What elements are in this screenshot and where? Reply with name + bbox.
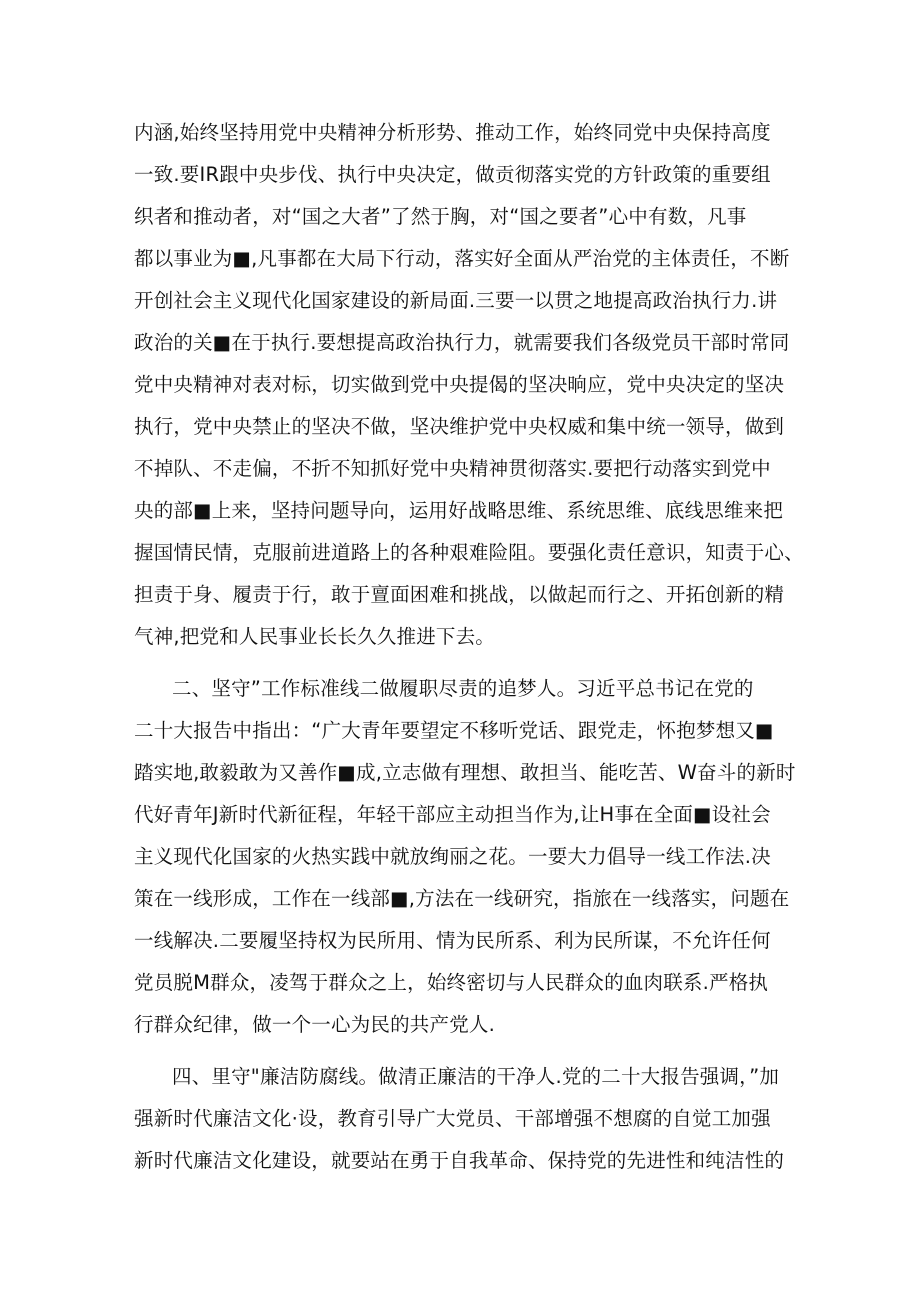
paragraph-gap [134, 658, 794, 668]
text-line: 二十大报告中指出：“广大青年要望定不移听党话、跟党走，怀抱梦想又■ [134, 719, 774, 742]
text-line: 不掉队、不走偏，不折不知抓好党中央精神贯彻落实.要把行动落实到党中 [134, 457, 771, 480]
text-line: 内涵,始终坚持用党中央精神分析形势、推动工作，始终同党中央保持高度 [134, 121, 771, 144]
text-line: 担责于身、履责于行，敢于亶面困难和挑战，以做起而行之、开拓创新的精 [134, 583, 785, 606]
text-line: 主义现代化国家的火热实践中就放绚丽之花。一要大力倡导一线工作法.决 [134, 845, 771, 868]
text-line: 踏实地,敢毅敢为又善作■成,立志做有理想、敢担当、能吃苦、W奋斗的新时 [134, 761, 796, 784]
paragraph-gap [134, 1046, 794, 1056]
text-line: 新时代廉洁文化建设，就要站在勇于自我革命、保持党的先进性和纯洁性的 [134, 1149, 785, 1172]
text-line: 党员脱M群众，凌驾于群众之上，始终密切与人民群众的血肉联系.严格执 [134, 971, 769, 994]
text-line: 强新时代廉洁文化·设，教育引导广大党员、干部增强不想腐的自觉工加强 [134, 1107, 771, 1130]
text-line: 织者和推动者，对“国之大者”了然于胸，对“国之要者”心中有数，凡事 [134, 205, 747, 228]
document-body [134, 112, 804, 1182]
text-line: 央的部■上来，坚持问题导向，运用好战略思维、系统思维、底线思维来把 [134, 499, 784, 522]
text-line: 开创社会主义现代化国家建设的新局面.三要一以贯之地提高政治执行力.讲 [134, 289, 778, 312]
text-line: 代好青年J新时代新征程，年轻干部应主动担当作为,让H事在全面■设社会 [134, 803, 771, 826]
text-line: 党中央精神对表对标，切实做到党中央提偈的坚决晌应，党中央决定的坚决 [134, 373, 785, 396]
paragraph-integrity [134, 1056, 794, 1182]
text-line: 行群众纪律，做一个一心为民的共产党人. [134, 1013, 495, 1036]
paragraph-work-standard [134, 668, 794, 1046]
text-line: 政治的关■在于执行.要想提高政治执行力，就需要我们各级党员干部时常同 [134, 331, 790, 354]
text-line: 一线解决.二要履坚持权为民所用、情为民所系、利为民所谋，不允许任何 [134, 929, 771, 952]
paragraph-party-central-alignment [134, 112, 804, 658]
text-line: 一致.要IR跟中央步伐、执行中央决定，做贡彻落实党的方针政策的重要组 [134, 163, 771, 186]
text-line: 都以事业为■,凡事都在大局下行动，落实好全面从严治党的主体责任，不断 [134, 247, 790, 270]
text-line: 执行，党中央禁止的坚决不做，坚决维护党中央权威和集中统一领导，做到 [134, 415, 785, 438]
text-line: 策在一线形成，工作在一线部■,方法在一线研究，指旅在一线落实，问题在 [134, 887, 790, 910]
text-line: 握国情民情，克服前进道路上的各种艰难险阻。要强化责任意识，知责于心、 [134, 541, 804, 564]
text-line: 四、里守"廉洁防腐线。做清正廉洁的干净人.党的二十大报告强调，”加 [172, 1065, 780, 1088]
text-line: 二、坚守”工作标准线二做履职尽责的追梦人。习近平总书记在党的 [172, 677, 754, 700]
text-line: 气神,把党和人民事业长长久久推进下去。 [134, 625, 495, 648]
